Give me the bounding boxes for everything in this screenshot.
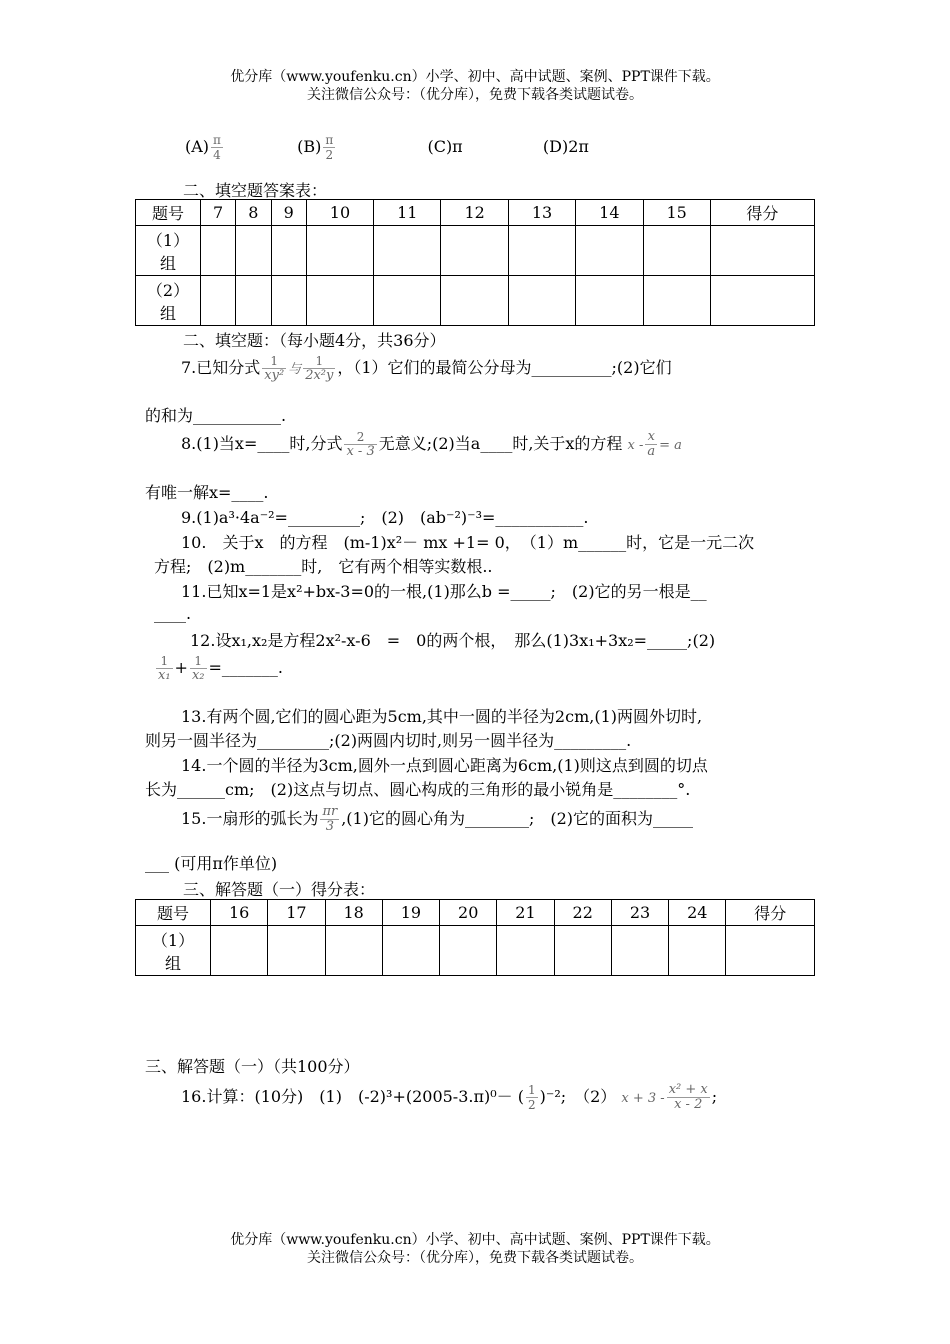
- question-14: 14.一个圆的半径为3cm,圆外一点到圆心距离为6cm,(1)则这点到圆的切点: [181, 756, 708, 775]
- fraction: $\frac{1}{2}$: [527, 1083, 536, 1112]
- answer-cell[interactable]: [441, 276, 508, 326]
- answer-cell[interactable]: [441, 226, 508, 276]
- table-header: 13: [508, 200, 575, 226]
- score-cell[interactable]: [497, 926, 554, 976]
- table-header: 17: [268, 900, 325, 926]
- answer-cell[interactable]: [374, 226, 441, 276]
- answer-cell[interactable]: [236, 276, 271, 326]
- table-header-row: [136, 200, 815, 226]
- table-header: 23: [611, 900, 668, 926]
- table-header: 12: [441, 200, 508, 226]
- question-11: 11.已知x=1是x²+bx-3=0的一根,(1)那么b =_____; (2)它的另一根是__: [181, 582, 707, 601]
- table-header-row: [136, 900, 815, 926]
- score-cell[interactable]: [440, 926, 497, 976]
- question-7-line-2: 的和为___________.: [145, 406, 287, 425]
- question-15: 15.一扇形的弧长为 $\frac{\pi r}{3}$ ,(1)它的圆心角为________; (2)它的面积为_____: [181, 804, 694, 834]
- answer-cell[interactable]: [576, 276, 643, 326]
- question-16: 16.计算：(10分) (1) (-2)³+(2005-3.π)⁰－ ( $\frac{1}{2}$ )⁻²; （2） x + 3 - $\frac{\text{x² + x}}{x - 2}$ ;: [181, 1082, 718, 1112]
- fraction: $\frac{1}{\text{xy²}}$: [264, 354, 285, 383]
- fraction: $\frac{\text{x² + x}}{x - 2}$: [668, 1082, 708, 1112]
- footer-line-1: 优分库（www.youfenku.cn）小学、初中、高中试题、案例、PPT课件下载。: [230, 1232, 720, 1248]
- table-header: 9: [271, 200, 306, 226]
- fraction: $\frac{2}{x - 3}$: [346, 430, 375, 459]
- question-7: 7.已知分式 $\frac{1}{\text{xy²}}$ 与 $\frac{1}{\text{2x²y}}$ ，（1）它们的最简公分母为__________;(2)它们: [181, 354, 672, 383]
- question-12: 12.设x₁,x₂是方程2x²-x-6 = 0的两个根， 那么(1)3x₁+3x₂=_____;(2): [190, 631, 716, 650]
- table-header: 22: [554, 900, 611, 926]
- question-14-line-2: 长为______cm; (2)这点与切点、圆心构成的三角形的最小锐角是________°.: [145, 780, 691, 799]
- answer-cell[interactable]: [271, 226, 306, 276]
- score-cell[interactable]: [726, 926, 815, 976]
- table-header: 10: [306, 200, 373, 226]
- score-cell[interactable]: [710, 226, 814, 276]
- choice-b: (B) $\frac{\pi}{2}$: [297, 133, 334, 162]
- answer-cell[interactable]: [643, 226, 710, 276]
- row-label: （1） 组: [136, 926, 211, 976]
- question-10: 10. 关于x 的方程 (m-1)x²－ mx +1= 0， （1）m______时，它是一元二次: [181, 533, 755, 552]
- table-header: 11: [374, 200, 441, 226]
- score-cell[interactable]: [669, 926, 726, 976]
- answer-cell[interactable]: [236, 226, 271, 276]
- fill-table-title: 二、填空题答案表：: [183, 181, 328, 200]
- table-header: 题号: [136, 200, 201, 226]
- answer-cell[interactable]: [306, 276, 373, 326]
- table-row: [136, 926, 815, 976]
- choice-options: [185, 133, 855, 162]
- score-cell[interactable]: [710, 276, 814, 326]
- score-cell[interactable]: [382, 926, 439, 976]
- row-label: （2） 组: [136, 276, 201, 326]
- question-8: 8.(1)当x=____时,分式 $\frac{2}{x - 3}$ 无意义;(2)当a____时,关于x的方程 x - $\frac{x}{a}$ = a: [181, 429, 682, 459]
- table-row: [136, 226, 815, 276]
- choice-d: (D)2π: [542, 137, 589, 156]
- table-header: 8: [236, 200, 271, 226]
- answer-cell[interactable]: [201, 226, 236, 276]
- answer-cell[interactable]: [508, 226, 575, 276]
- question-13-line-2: 则另一圆半径为_________;(2)两圆内切时,则另一圆半径为_________.: [145, 731, 632, 750]
- answer-cell[interactable]: [643, 276, 710, 326]
- score-cell[interactable]: [268, 926, 325, 976]
- question-13: 13.有两个圆,它们的圆心距为5cm,其中一圆的半径为2cm,(1)两圆外切时,: [181, 707, 703, 726]
- answer-cell[interactable]: [271, 276, 306, 326]
- score-cell[interactable]: [554, 926, 611, 976]
- fill-answer-table: [135, 199, 815, 326]
- page-footer: [0, 1231, 950, 1267]
- table-header: 14: [576, 200, 643, 226]
- fill-section-title: 二、填空题：（每小题4分，共36分）: [183, 331, 446, 350]
- table-header: 24: [669, 900, 726, 926]
- answer-cell[interactable]: [306, 226, 373, 276]
- question-15-line-2: ___ (可用π作单位): [145, 854, 278, 873]
- score-cell[interactable]: [611, 926, 668, 976]
- score-cell[interactable]: [211, 926, 268, 976]
- fraction: $\frac{1}{\text{2x²y}}$: [305, 354, 334, 383]
- score-cell[interactable]: [325, 926, 382, 976]
- footer-line-2: 关注微信公众号：（优分库），免费下载各类试题试卷。: [307, 1250, 643, 1266]
- table-header: 19: [382, 900, 439, 926]
- question-9: 9.(1)a³·4a⁻²=_________; (2) (ab⁻²)⁻³=___________.: [181, 508, 589, 527]
- question-11-line-2: ____.: [154, 604, 192, 623]
- fraction: $\frac{1}{\text{x₂}}$: [191, 654, 205, 683]
- solve-score-table: [135, 899, 815, 976]
- table-header: 15: [643, 200, 710, 226]
- answer-cell[interactable]: [508, 276, 575, 326]
- table-header: 得分: [726, 900, 815, 926]
- fraction: $\frac{1}{\text{x₁}}$: [158, 654, 171, 683]
- solve-section-title: 三、解答题（一）（共100分）: [145, 1057, 360, 1076]
- table-header: 16: [211, 900, 268, 926]
- table-header: 题号: [136, 900, 211, 926]
- page-header: [0, 68, 950, 104]
- table-header: 7: [201, 200, 236, 226]
- row-label: （1） 组: [136, 226, 201, 276]
- answer-cell[interactable]: [201, 276, 236, 326]
- choice-c: (C)π: [427, 137, 463, 156]
- fraction: $\frac{\pi r}{3}$: [322, 804, 338, 834]
- fraction: $\frac{x}{a}$: [647, 429, 656, 459]
- question-10-line-2: 方程; (2)m_______时, 它有两个相等实数根..: [154, 557, 493, 576]
- header-line-2: 关注微信公众号：（优分库），免费下载各类试题试卷。: [307, 87, 643, 103]
- question-8-line-2: 有唯一解x=____.: [145, 483, 269, 502]
- fraction: $\frac{\pi}{2}$: [325, 133, 334, 162]
- answer-cell[interactable]: [576, 226, 643, 276]
- table-header: 20: [440, 900, 497, 926]
- fraction: $\frac{\pi}{4}$: [213, 133, 221, 162]
- answer-cell[interactable]: [374, 276, 441, 326]
- table-row: [136, 276, 815, 326]
- choice-a: (A) $\frac{\pi}{4}$: [185, 133, 221, 162]
- header-line-1: 优分库（www.youfenku.cn）小学、初中、高中试题、案例、PPT课件下载。: [230, 69, 720, 85]
- solve-table-title: 三、解答题（一）得分表：: [183, 880, 376, 899]
- table-header: 21: [497, 900, 554, 926]
- table-header: 18: [325, 900, 382, 926]
- table-header: 得分: [710, 200, 814, 226]
- question-12-line-2: $\frac{1}{\text{x₁}}$ + $\frac{1}{\text{x₂}}$ =_______.: [158, 654, 283, 683]
